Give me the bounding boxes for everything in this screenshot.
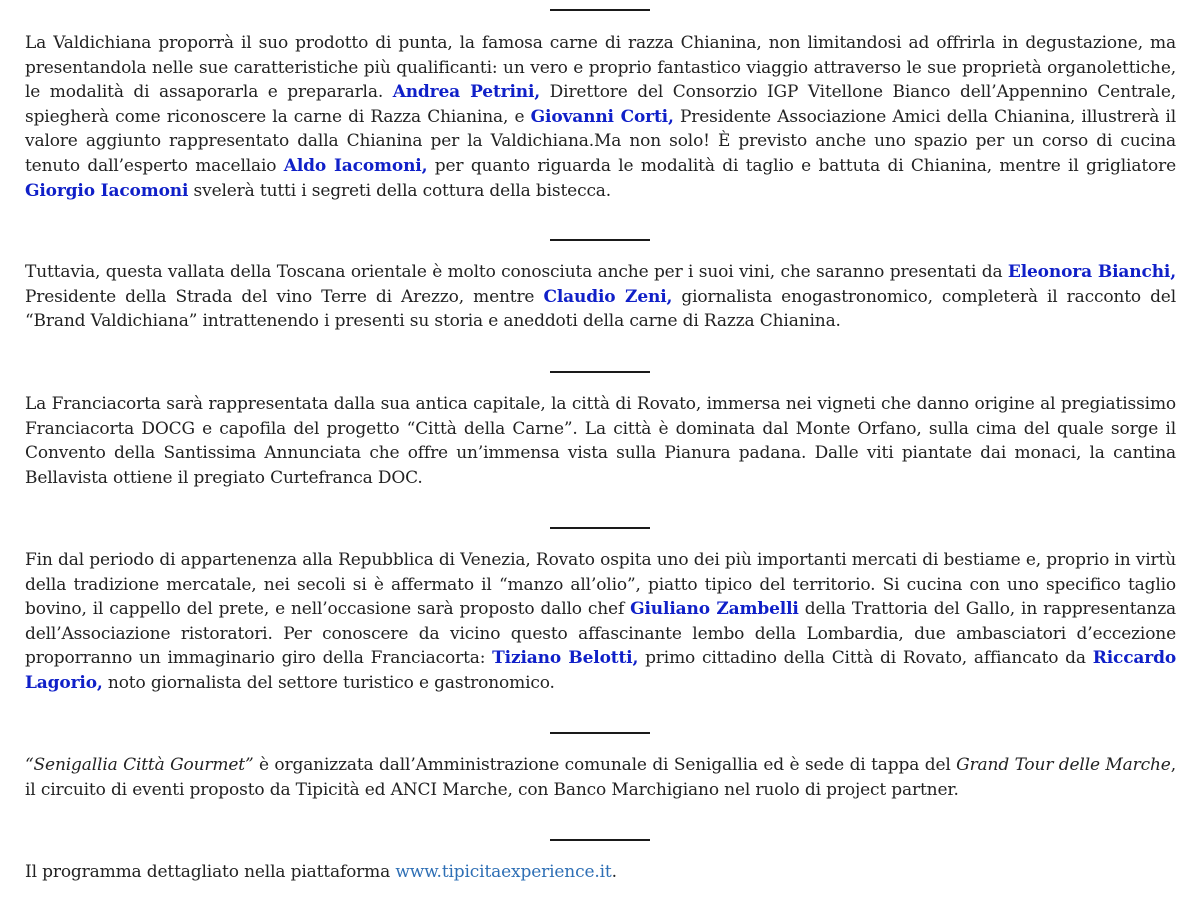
section-divider <box>550 839 650 841</box>
paragraph-programma: Il programma dettagliato nella piattaforma www.tipicitaexperience.it. <box>25 862 617 882</box>
paragraph-rovato: Fin dal periodo di appartenenza alla Repubblica di Venezia, Rovato ospita uno dei più importanti mercati di bestiame e, proprio in virtù della tradizione mercatale, nei secoli si è affermato il “manzo all’olio”, piatto tipico del territorio. Si cucina con uno specifico taglio bovino, il cappello del prete, e nell’occasione sarà proposto dallo chef Giuliano Zambelli della Trattoria del Gallo, in rappresentanza dell’Associazione ristoratori. Per conoscere da vicino questo affascinante lembo della Lombardia, due ambasciatori d’eccezione proporranno un immaginario giro della Franciacorta: Tiziano Belotti, primo cittadino della Città di Rovato, affiancato da Riccardo Lagorio, noto giornalista del settore turistico e gastronomico. <box>25 550 1177 693</box>
section-divider <box>550 9 650 11</box>
person-name: Riccardo Lagorio, <box>25 648 1177 693</box>
person-name: Andrea Petrini, <box>392 82 541 103</box>
section-divider <box>550 371 650 373</box>
section-divider <box>550 732 650 734</box>
paragraph-valdichiana-chianina: La Valdichiana proporrà il suo prodotto di punta, la famosa carne di razza Chianina, non limitandosi ad offrirla in degustazione, ma presentandola nelle sue caratteristiche più qualificanti: un vero e proprio fantastico viaggio attraverso le sue proprietà organolettiche, le modalità di assaporarla e prepararla. Andrea Petrini, Direttore del Consorzio IGP Vitellone Bianco dell’Appennino Centrale, spiegherà come riconoscere la carne di Razza Chianina, e Giovanni Corti, Presidente Associazione Amici della Chianina, illustrerà il valore aggiunto rappresentato dalla Chianina per la Valdichiana.Ma non solo! È previsto anche uno spazio per un corso di cucina tenuto dall’esperto macellaio Aldo Iacomoni, per quanto riguarda le modalità di taglio e battuta di Chianina, mentre il grigliatore Giorgio Iacomoni svelerà tutti i segreti della cottura della bistecca. <box>25 33 1177 201</box>
person-name: Claudio Zeni, <box>543 286 673 307</box>
event-title: “Senigallia Città Gourmet” <box>25 755 254 775</box>
person-name: Aldo Iacomoni, <box>283 155 428 176</box>
paragraph-senigallia: “Senigallia Città Gourmet” è organizzata dall’Amministrazione comunale di Senigallia ed è sede di tappa del Grand Tour delle Marche, il circuito di eventi proposto da Tipicità ed ANCI Marche, con Banco Marchigiano nel ruolo di project partner. <box>25 755 1176 800</box>
person-name: Eleonora Bianchi, <box>1007 262 1176 282</box>
person-name: Giorgio Iacomoni <box>25 180 189 201</box>
event-circuit-title: Grand Tour delle Marche <box>956 755 1171 775</box>
person-name: Tiziano Belotti, <box>492 648 639 669</box>
paragraph-franciacorta: La Franciacorta sarà rappresentata dalla sua antica capitale, la città di Rovato, immersa nei vigneti che danno origine al pregiatissimo Franciacorta DOCG e capofila del progetto “Città della Carne”. La città è dominata dal Monte Orfano, sulla cima del quale sorge il Convento della Santissima Annunciata che offre un’immensa vista sulla Pianura padana. Dalle viti piantate dai monaci, la cantina Bellavista ottiene il pregiato Curtefranca DOC. <box>25 394 1176 488</box>
section-divider <box>550 239 650 241</box>
tipicita-experience-link[interactable]: www.tipicitaexperience.it <box>395 862 612 882</box>
paragraph-valdichiana-vini: Tuttavia, questa vallata della Toscana orientale è molto conosciuta anche per i suoi vini, che saranno presentati da Eleonora Bianchi, Presidente della Strada del vino Terre di Arezzo, mentre Claudio Zeni, giornalista enogastronomico, completerà il racconto del “Brand Valdichiana” intrattenendo i presenti su storia e aneddoti della carne di Razza Chianina. <box>25 262 1176 332</box>
person-name: Giuliano Zambelli <box>630 599 799 620</box>
section-divider <box>550 527 650 529</box>
person-name: Giovanni Corti, <box>530 106 674 127</box>
